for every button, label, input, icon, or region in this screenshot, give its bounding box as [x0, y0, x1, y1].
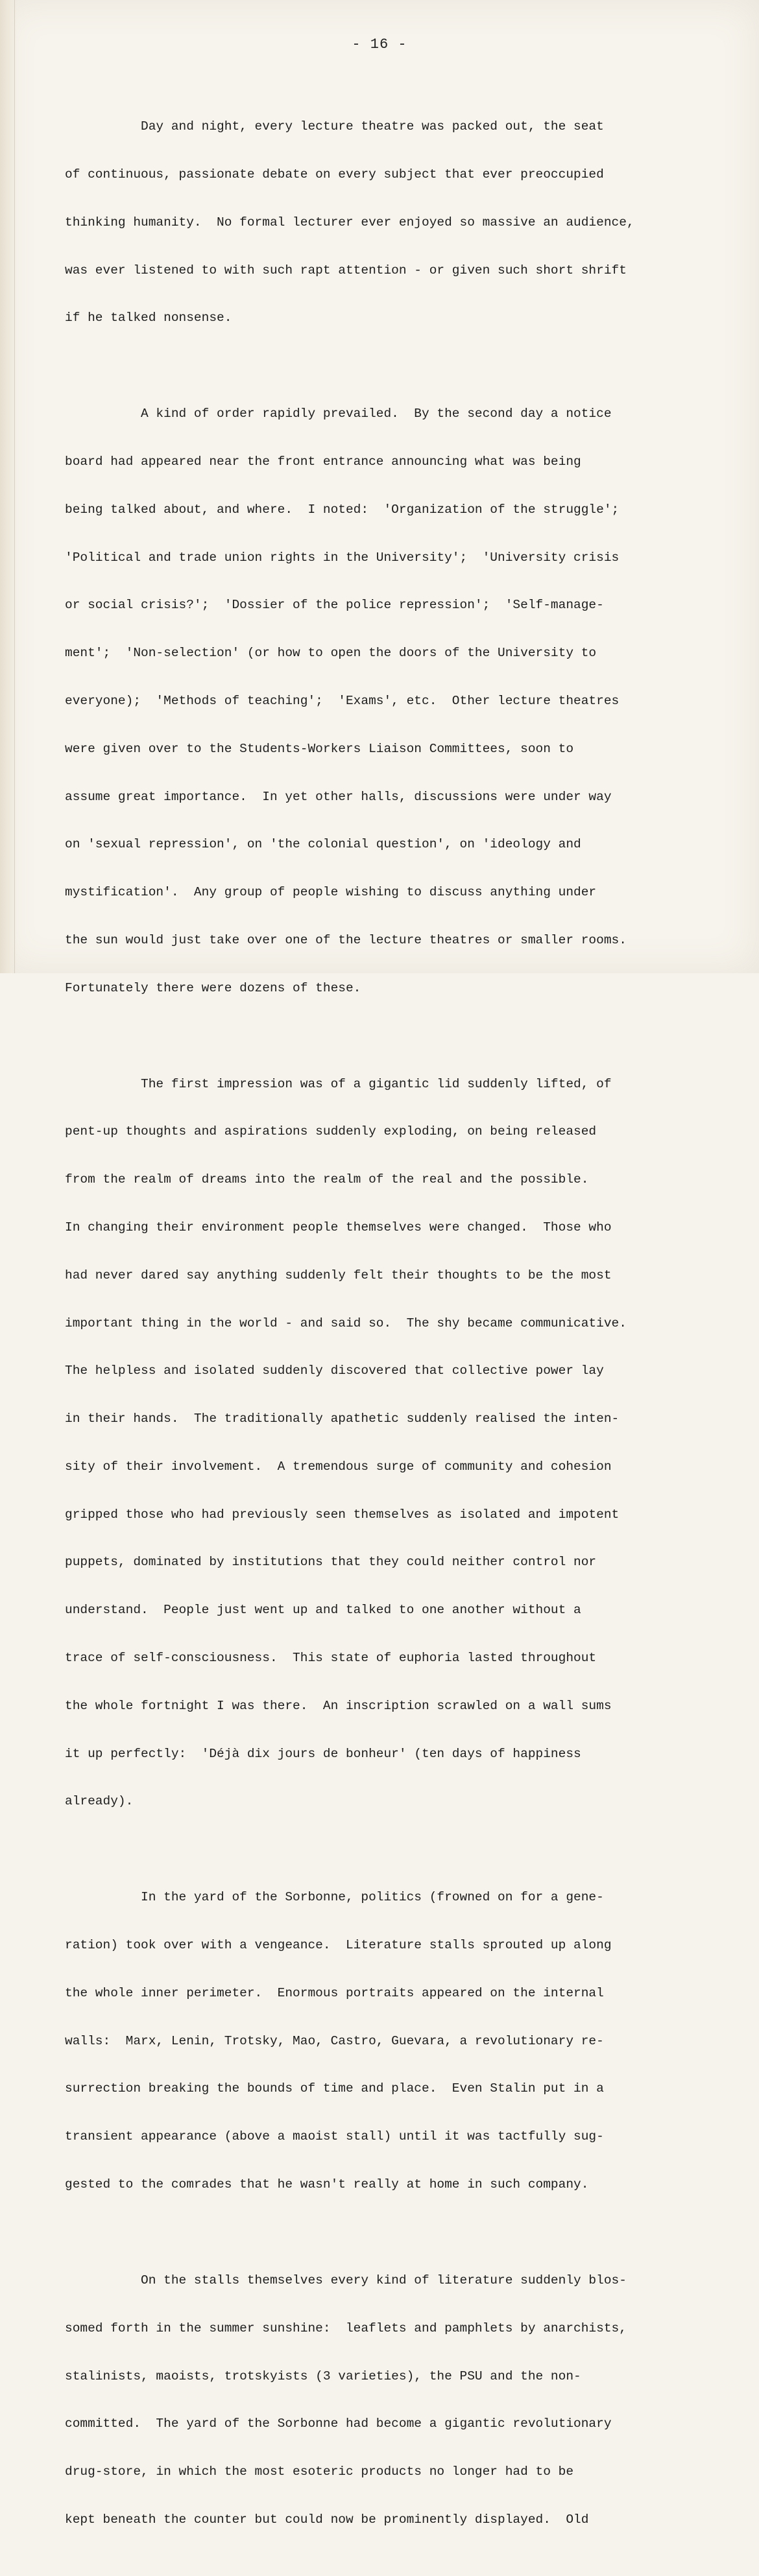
text-line: board had appeared near the front entrance announcing what was being [65, 455, 581, 469]
text-line: the sun would just take over one of the lecture theatres or smaller rooms. [65, 932, 627, 947]
text-line: walls: Marx, Lenin, Trotsky, Mao, Castro, Guevara, a revolutionary re- [65, 2033, 604, 2048]
text-line: pent-up thoughts and aspirations suddenly exploding, on being released [65, 1124, 597, 1139]
text-line: In the yard of the Sorbonne, politics (frowned on for a gene- [65, 1890, 604, 1905]
paragraph-4 [65, 1858, 720, 2225]
text-line: the whole fortnight I was there. An inscription scrawled on a wall sums [65, 1698, 612, 1713]
text-line: of continuous, passionate debate on every subject that ever preoccupied [65, 167, 604, 182]
text-line: gripped those who had previously seen themselves as isolated and impotent [65, 1507, 620, 1522]
text-line: A kind of order rapidly prevailed. By the second day a notice [65, 407, 612, 421]
paragraph-2 [65, 374, 720, 1028]
text-line: Fortunately there were dozens of these. [65, 980, 361, 995]
text-line: The helpless and isolated suddenly discovered that collective power lay [65, 1364, 604, 1378]
text-line: already). [65, 1794, 134, 1809]
text-line: understand. People just went up and talked to one another without a [65, 1603, 581, 1618]
text-line: mystification'. Any group of people wishing to discuss anything under [65, 885, 597, 900]
paragraph-3 [65, 1044, 720, 1841]
paragraph-1 [65, 87, 720, 358]
page-number: - 16 - [352, 36, 407, 53]
text-line: sity of their involvement. A tremendous surge of community and cohesion [65, 1459, 612, 1474]
text-line: important thing in the world - and said so. The shy became communicative. [65, 1316, 627, 1330]
text-line: on 'sexual repression', on 'the colonial question', on 'ideology and [65, 837, 581, 852]
text-line: kept beneath the counter but could now be prominently displayed. Old [65, 2512, 589, 2527]
text-line: from the realm of dreams into the realm of the real and the possible. [65, 1172, 589, 1187]
text-line: gested to the comrades that he wasn't really at home in such company. [65, 2177, 589, 2192]
text-line: assume great importance. In yet other halls, discussions were under way [65, 789, 612, 804]
text-line: 'Political and trade union rights in the University'; 'University crisis [65, 550, 620, 565]
text-line: thinking humanity. No formal lecturer ever enjoyed so massive an audience, [65, 215, 634, 230]
text-line: it up perfectly: 'Déjà dix jours de bonheur' (ten days of happiness [65, 1746, 581, 1761]
binding-line [14, 0, 15, 973]
text-line: ration) took over with a vengeance. Literature stalls sprouted up along [65, 1938, 612, 1953]
text-line: or social crisis?'; 'Dossier of the police repression'; 'Self-manage- [65, 598, 604, 613]
text-line: somed forth in the summer sunshine: leaflets and pamphlets by anarchists, [65, 2321, 627, 2335]
text-line: had never dared say anything suddenly felt their thoughts to be the most [65, 1268, 612, 1282]
text-line: committed. The yard of the Sorbonne had become a gigantic revolutionary [65, 2416, 612, 2431]
text-line: stalinists, maoists, trotskyists (3 varieties), the PSU and the non- [65, 2369, 581, 2383]
text-line: everyone); 'Methods of teaching'; 'Exams', etc. Other lecture theatres [65, 693, 620, 708]
text-line: in their hands. The traditionally apathetic suddenly realised the inten- [65, 1412, 620, 1426]
text-line: transient appearance (above a maoist stall) until it was tactfully sug- [65, 2129, 604, 2144]
text-line: In changing their environment people themselves were changed. Those who [65, 1220, 612, 1235]
text-line: puppets, dominated by institutions that they could neither control nor [65, 1555, 597, 1570]
text-line: surrection breaking the bounds of time and place. Even Stalin put in a [65, 2081, 604, 2096]
text-line: On the stalls themselves every kind of literature suddenly blos- [65, 2273, 627, 2287]
text-line: Day and night, every lecture theatre was packed out, the seat [65, 119, 604, 134]
text-line: if he talked nonsense. [65, 311, 232, 325]
text-line: the whole inner perimeter. Enormous portraits appeared on the internal [65, 1985, 604, 2000]
text-line: was ever listened to with such rapt attention - or given such short shrift [65, 263, 627, 278]
text-line: were given over to the Students-Workers Liaison Committees, soon to [65, 741, 574, 756]
text-line: The first impression was of a gigantic lid suddenly lifted, of [65, 1076, 612, 1091]
text-line: being talked about, and where. I noted: 'Organization of the struggle'; [65, 502, 620, 517]
body-text [65, 87, 720, 2576]
text-line: ment'; 'Non-selection' (or how to open the doors of the University to [65, 646, 597, 661]
paragraph-5 [65, 2241, 720, 2560]
text-line: drug-store, in which the most esoteric products no longer had to be [65, 2464, 574, 2479]
text-line: trace of self-consciousness. This state of euphoria lasted throughout [65, 1651, 597, 1665]
